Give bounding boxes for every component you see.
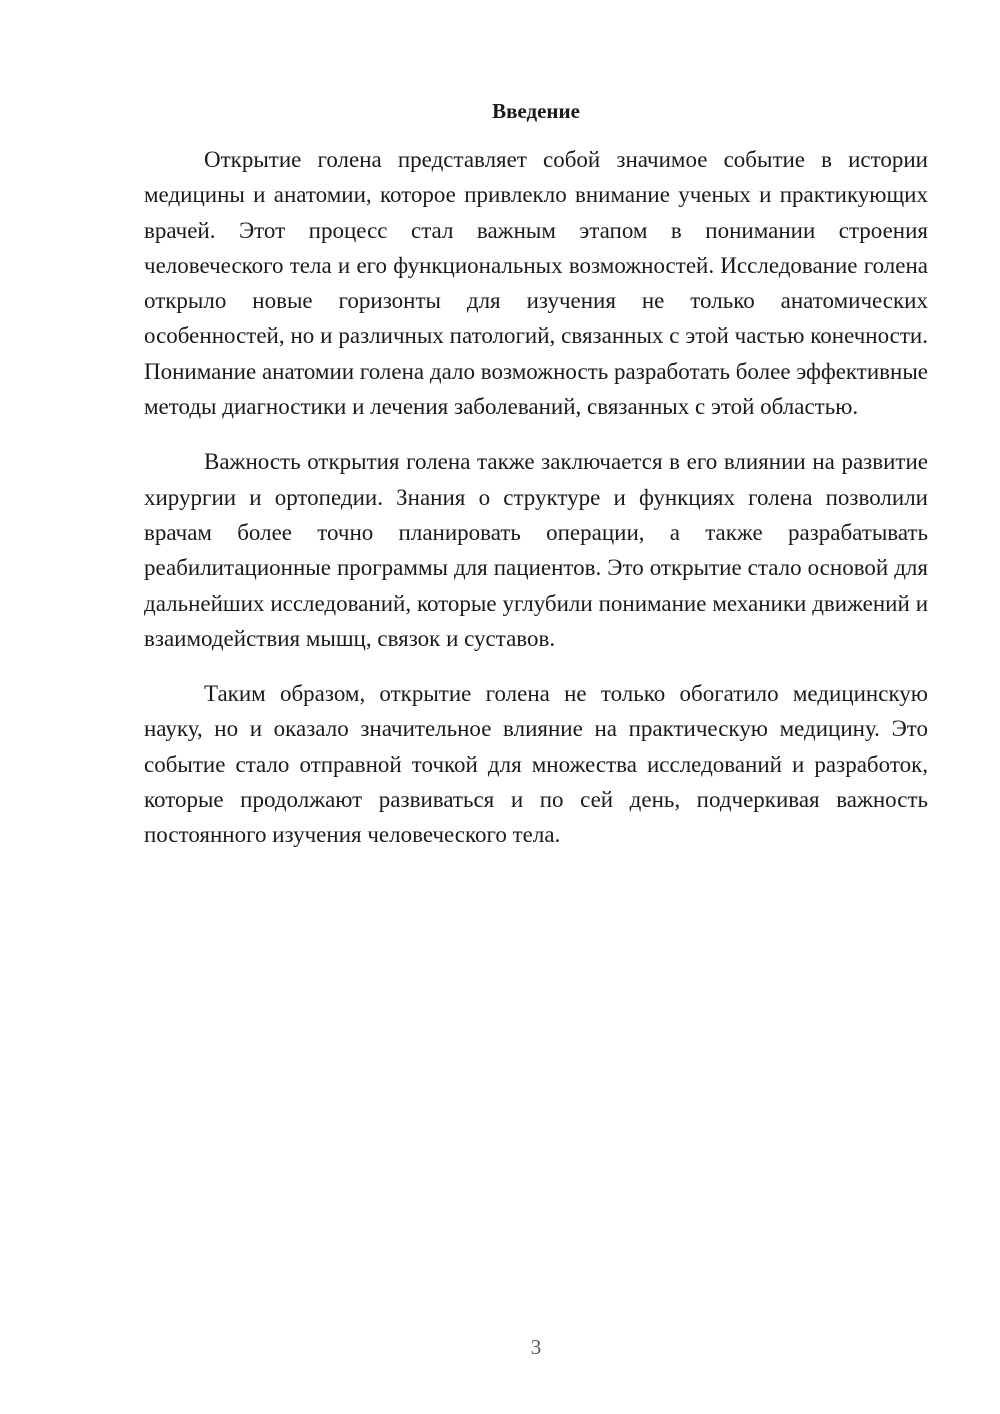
page-number: 3 xyxy=(530,1335,542,1359)
paragraph-2: Важность открытия голена также заключается в его влиянии на развитие хирургии и ортопедии. Знания о структуре и функциях голена позволили врачам более точно планировать операции, а также разрабатывать реабилитационные программы для пациентов. Это открытие стало основой для дальнейших исследований, которые углубили понимание механики движений и взаимодействия мышц, связок и суставов. xyxy=(144,449,928,651)
section-title: Введение xyxy=(492,99,580,123)
paragraph-1: Открытие голена представляет собой значимое событие в истории медицины и анатомии, которое привлекло внимание ученых и практикующих врачей. Этот процесс стал важным этапом в понимании строения человеческого тела и его функциональных возможностей. Исследование голена открыло новые горизонты для изучения не только анатомических особенностей, но и различных патологий, связанных с этой частью конечности. Понимание анатомии голена дало возможность разработать более эффективные методы диагностики и лечения заболеваний, связанных с этой областью. xyxy=(144,147,928,420)
body-text xyxy=(144,142,928,873)
paragraph-3: Таким образом, открытие голена не только обогатило медицинскую науку, но и оказало значительное влияние на практическую медицину. Это событие стало отправной точкой для множества исследований и разработок, которые продолжают развиваться и по сей день, подчеркивая важность постоянного изучения человеческого тела. xyxy=(144,681,928,848)
